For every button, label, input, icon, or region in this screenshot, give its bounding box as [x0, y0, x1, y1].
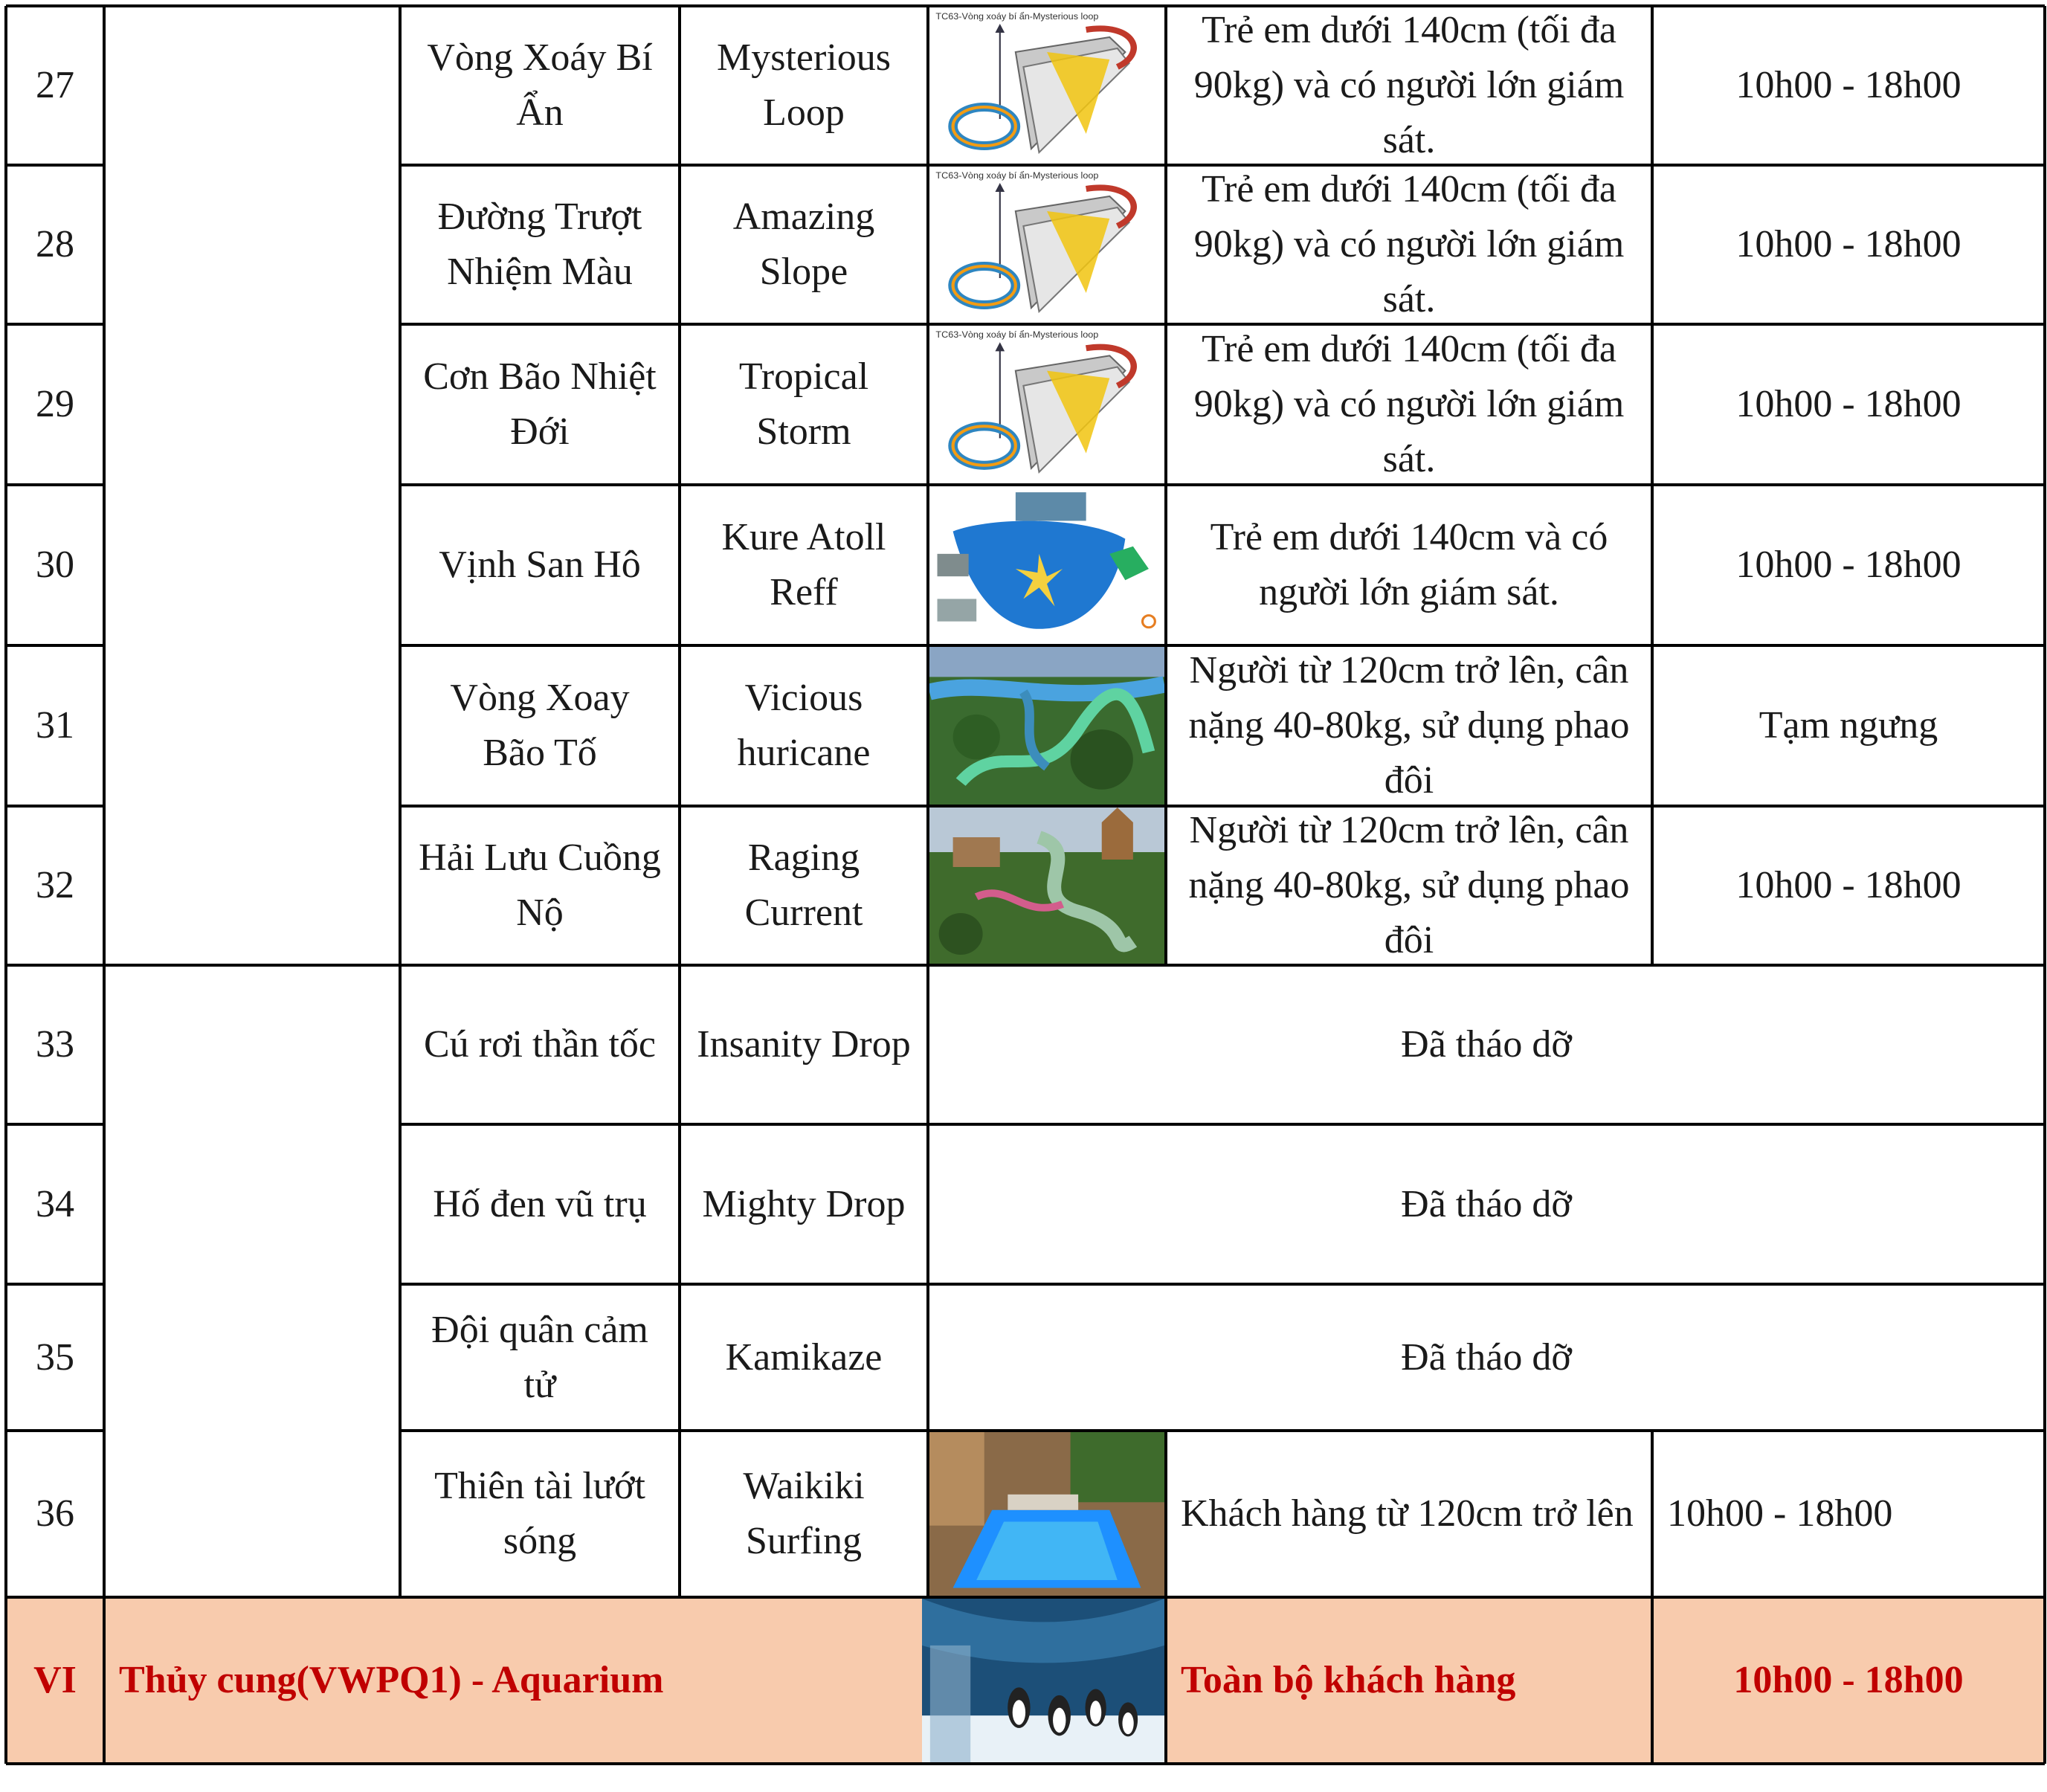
- attraction-name-vn: Thiên tài lướt sóng: [434, 1465, 645, 1562]
- attraction-name-vn: Hố đen vũ trụ: [433, 1182, 647, 1225]
- attraction-name-en: Raging Current: [744, 837, 863, 934]
- operating-hours: 10h00 - 18h00: [1735, 544, 1961, 586]
- column-border: [926, 965, 929, 1431]
- row-number: 30: [36, 544, 74, 586]
- status-merged: Đã tháo dỡ: [1401, 1335, 1572, 1379]
- attraction-name-en: Kure Atoll Reff: [721, 516, 886, 613]
- row-number: 28: [36, 223, 74, 265]
- attraction-name-vn: Cơn Bão Nhiệt Đới: [423, 355, 657, 453]
- column-border: [926, 1431, 929, 1597]
- operating-hours: 10h00 - 18h00: [1735, 864, 1961, 906]
- row-border: [400, 483, 2045, 486]
- attraction-name-vn: Vòng Xoáy Bí Ẩn: [427, 36, 653, 134]
- row-border: [400, 1123, 2045, 1126]
- operating-hours: Tạm ngưng: [1759, 704, 1938, 747]
- column-border: [678, 6, 681, 1597]
- column-border: [1164, 1597, 1167, 1764]
- section-photo: [922, 1599, 1164, 1762]
- column-border: [1651, 1431, 1654, 1597]
- row-border: [6, 483, 104, 486]
- row-border: [6, 805, 104, 808]
- section-requirement: Toàn bộ khách hàng: [1181, 1659, 1516, 1701]
- row-border: [400, 1283, 2045, 1286]
- attraction-name-en: Mighty Drop: [702, 1182, 906, 1225]
- row-border: [104, 1596, 2045, 1599]
- column-border: [103, 6, 106, 1764]
- requirement-text: Trẻ em dưới 140cm và có người lớn giám sát.: [1210, 516, 1608, 613]
- attraction-name-vn: Hải Lưu Cuồng Nộ: [419, 837, 661, 934]
- attraction-name-en: Insanity Drop: [697, 1023, 911, 1066]
- requirement-text: Trẻ em dưới 140cm (tối đa 90kg) và có người lớn giám sát.: [1193, 9, 1625, 161]
- row-number: 29: [36, 383, 74, 425]
- row-border: [104, 964, 2045, 967]
- column-border: [4, 6, 7, 1764]
- attraction-photo: [929, 486, 1164, 644]
- attraction-name-en: Waikiki Surfing: [743, 1465, 865, 1562]
- attraction-photo: [929, 326, 1164, 483]
- attraction-photo: [929, 1432, 1164, 1596]
- svg-text:TC63-Vòng xoáy bí ẩn-Mysteriou: TC63-Vòng xoáy bí ẩn-Mysterious loop: [935, 170, 1099, 181]
- row-border: [6, 323, 104, 326]
- operating-hours: 10h00 - 18h00: [1735, 64, 1961, 106]
- attraction-name-en: Mysterious Loop: [717, 36, 891, 134]
- row-border: [6, 1123, 104, 1126]
- row-border: [6, 4, 2045, 7]
- attraction-name-vn: Cú rơi thần tốc: [424, 1023, 656, 1066]
- attraction-name-en: Kamikaze: [725, 1335, 883, 1379]
- requirement-text: Trẻ em dưới 140cm (tối đa 90kg) và có người lớn giám sát.: [1193, 168, 1625, 320]
- column-border: [399, 6, 402, 1597]
- column-border: [2043, 6, 2046, 1764]
- row-border: [6, 164, 104, 167]
- row-number: 34: [36, 1182, 74, 1225]
- row-border: [6, 1283, 104, 1286]
- row-number: 33: [36, 1023, 74, 1066]
- row-border: [400, 805, 2045, 808]
- svg-text:TC63-Vòng xoáy bí ẩn-Mysteriou: TC63-Vòng xoáy bí ẩn-Mysterious loop: [935, 329, 1099, 341]
- row-number: 35: [36, 1335, 74, 1379]
- row-border: [6, 644, 104, 647]
- operating-hours: 10h00 - 18h00: [1735, 223, 1961, 265]
- requirement-text: Trẻ em dưới 140cm (tối đa 90kg) và có người lớn giám sát.: [1193, 328, 1625, 480]
- row-number: 36: [36, 1492, 74, 1535]
- requirement-text: Người từ 120cm trở lên, cân nặng 40-80kg, sử dụng phao đôi: [1188, 649, 1630, 802]
- section-number: VI: [33, 1659, 77, 1701]
- attraction-name-vn: Đường Trượt Nhiệm Màu: [437, 196, 642, 293]
- section-title: Thủy cung(VWPQ1) - Aquarium: [119, 1659, 664, 1701]
- requirement-text: Người từ 120cm trở lên, cân nặng 40-80kg, sử dụng phao đôi: [1188, 809, 1630, 961]
- row-number: 31: [36, 704, 74, 747]
- row-border: [6, 964, 104, 967]
- attraction-name-vn: Vòng Xoay Bão Tố: [450, 677, 630, 774]
- section-hours: 10h00 - 18h00: [1733, 1659, 1964, 1701]
- row-border: [6, 1596, 104, 1599]
- requirement-text: Khách hàng từ 120cm trở lên: [1181, 1492, 1634, 1535]
- attraction-name-vn: Vịnh San Hô: [439, 544, 641, 586]
- attraction-photo: [929, 647, 1164, 805]
- column-border: [1651, 1597, 1654, 1764]
- row-border: [6, 1429, 104, 1432]
- row-number: 32: [36, 864, 74, 906]
- attraction-photo: [929, 167, 1164, 323]
- operating-hours: 10h00 - 18h00: [1667, 1492, 1893, 1535]
- row-number: 27: [36, 64, 74, 106]
- row-border: [400, 323, 2045, 326]
- attraction-photo: [929, 7, 1164, 164]
- operating-hours: 10h00 - 18h00: [1735, 383, 1961, 425]
- svg-text:TC63-Vòng xoáy bí ẩn-Mysteriou: TC63-Vòng xoáy bí ẩn-Mysterious loop: [935, 11, 1099, 22]
- row-border: [400, 644, 2045, 647]
- row-border: [400, 1429, 2045, 1432]
- column-border: [1164, 1431, 1167, 1597]
- row-border: [6, 1762, 2045, 1765]
- attraction-name-en: Vicious huricane: [737, 677, 871, 774]
- status-merged: Đã tháo dỡ: [1401, 1023, 1572, 1066]
- row-border: [400, 164, 2045, 167]
- status-merged: Đã tháo dỡ: [1401, 1182, 1572, 1225]
- attraction-name-vn: Đội quân cảm tử: [431, 1308, 648, 1406]
- attraction-photo: [929, 808, 1164, 964]
- attraction-name-en: Tropical Storm: [738, 355, 869, 453]
- attraction-name-en: Amazing Slope: [732, 196, 875, 293]
